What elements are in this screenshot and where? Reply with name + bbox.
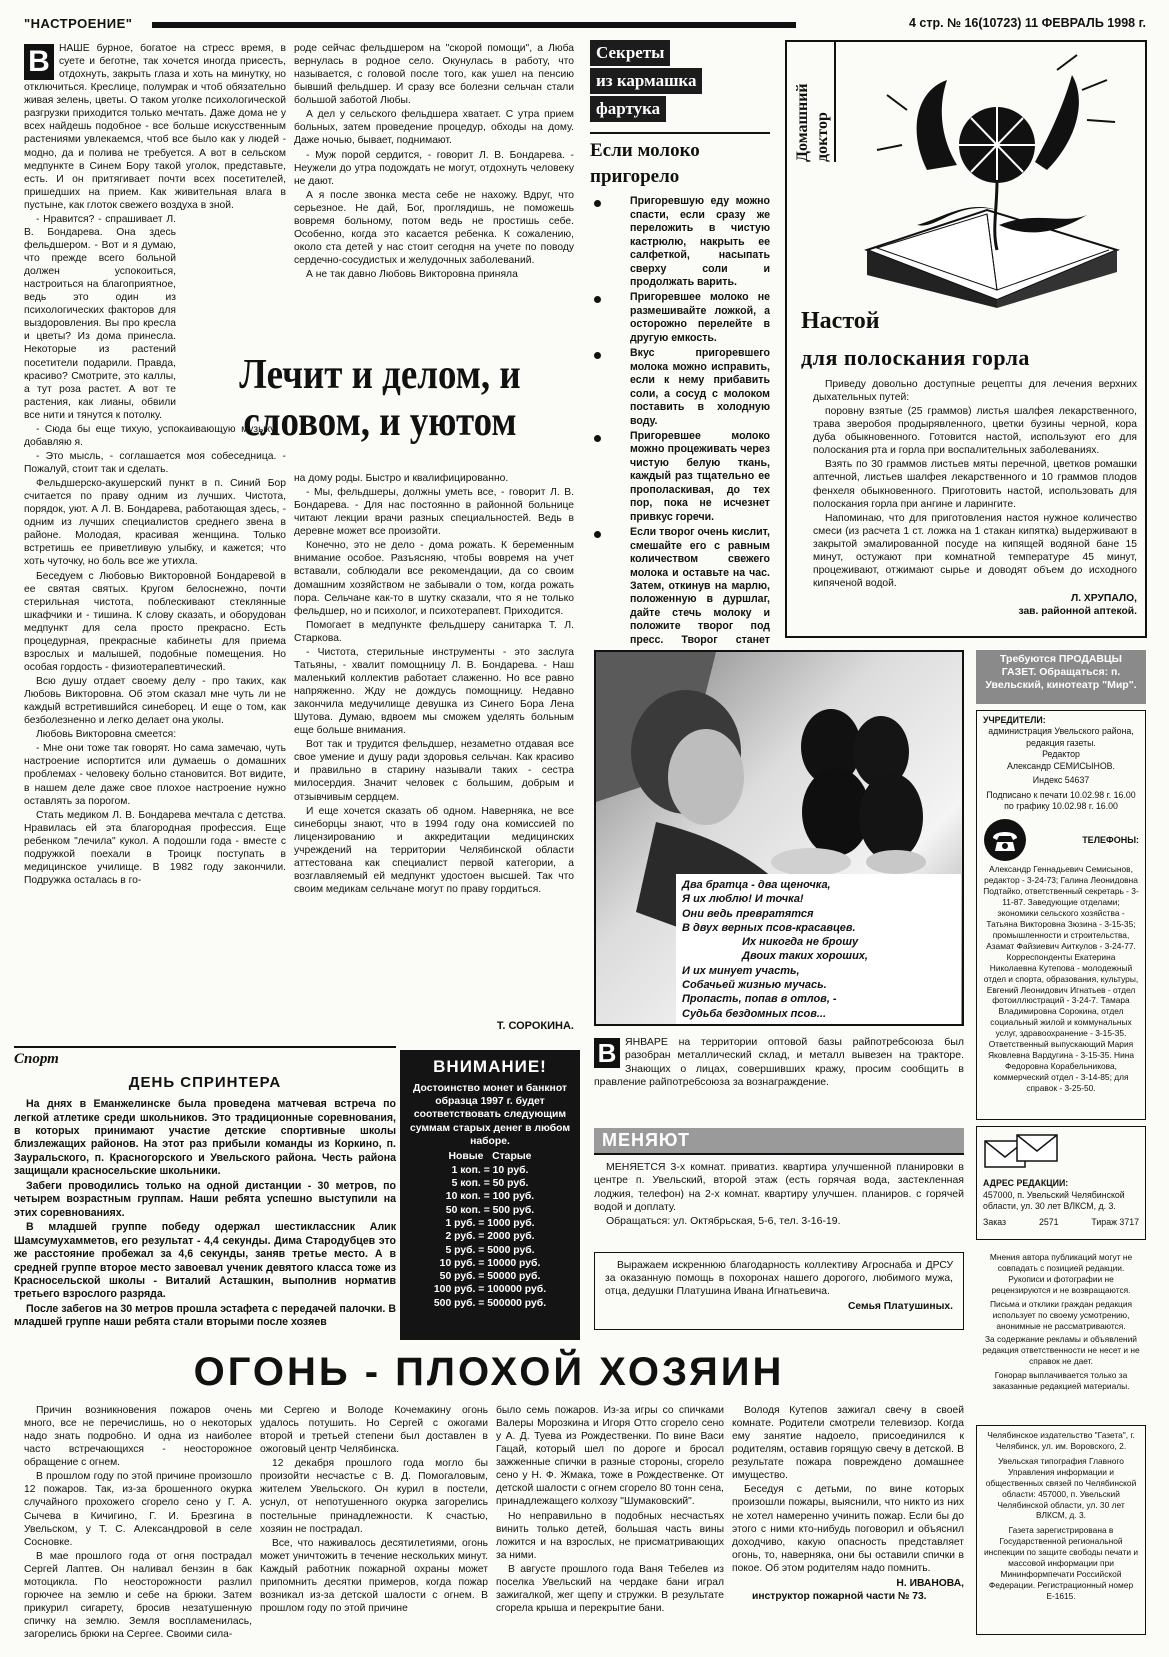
article-paragraph: А я после звонка места себе не нахожу. Вдруг, что серьезное. Не дай, Бог, проглядишь, не поможешь вовремя больному, потом ведь не простишь себе. Особенно, когда это касается ребенка. К сожалению, около ста детей у нас стоит сегодня на учете по поводу сердечно-сосудистых и желудочных заболеваний. [294, 189, 574, 266]
publisher-item: Увельская типография Главного Управления информации и общественных связей по Челябинской области: 457000, п. Увельский Челябинской области, ул. 30 лет ВЛКСМ, д. 3. [985, 1455, 1137, 1521]
article-paragraph: Помогает в медпункте фельдшеру санитарка Т. Л. Старкова. [294, 619, 574, 644]
section-name: "НАСТРОЕНИЕ" [24, 16, 133, 31]
book-flower-illustration [847, 50, 1137, 310]
exchange-contact: Обращаться: ул. Октябрьская, 5-6, тел. 3-16-19. [606, 1215, 841, 1228]
article-paragraph: НАШЕ бурное, богатое на стресс время, в суете и беготне, так хочется иногда присесть, отдохнуть, закрыть глаза и хоть на минутку, но отключиться. Креслице, полумрак и чтоб обязательно живая зелень, цветы. О таком уголке психологической разгрузки приходится только мечтать. Даже дома не у всех найдешь подобное - все больше искусственным растениями увлекаемся, чтоб все было как у людей - модно, да и полива не требуется. А вот в сельском медпункте в Синем Бору такой уголок, представьте, есть. И он притягивает почти всех посетителей, пришедших на прием. Как живительная влага в пустыне, как глоток свежего воздуха в зной. [24, 43, 286, 211]
main-article-col2-bottom [294, 472, 574, 1020]
doctor-paragraph: Взять по 30 граммов листьев мяты перечной, цветков ромашки аптечной, листьев шалфея лекарственного и 10 граммов плодов фенхеля обыкновенного. Приготовить настой, использовать для полоскания горла при ангине и ларингите. [813, 459, 1137, 510]
rate-row: 50 руб. = 50000 руб. [439, 1271, 541, 1283]
secrets-label-2: из кармашка [590, 68, 702, 94]
main-article-title: Лечит и делом, и словом, и уютом [239, 352, 521, 446]
poem-line: И их минует участь, [682, 964, 800, 977]
attention-intro: Достоинство монет и банкнот образца 1997 г. будет соответствовать следующим суммам старых денег в любом наборе. [409, 1082, 571, 1147]
phones-text: Александр Геннадьевич Семисынов, редактор - 3-24-73; Галина Леонидовна Подтайко, ответственный секретарь - 3-11-87. Заведующие отделами; экономики сельского хозяйства - Татьяна Викторовна Зюзина - 3-15-35; промышленности и строительства, Азамат Файзиевич Аиткулов - 3-24-77. Корреспонденты Екатерина Николаевна Кутепова - молодежный отдел и спорта, образования, культуры, Евгений Леонидович Игнатьев - отдел фотоиллюстраций - 3-24-7. Тамара Владимировна Сорокина, отдел социальный жилой и коммунальных услуг, здравоохранение - 3-15-35. Ответственный выпускающий Мария Яковлевна Вардугина - 3-15-35. Нина Федоровна Корабельникова, коммерческий отдел - 3-14-85; для справок - 3-25-50. [983, 864, 1139, 1093]
poem-line: Двоих таких хороших, [742, 950, 868, 963]
article-paragraph: Вот так и трудится фельдшер, незаметно отдавая все свое умение и душу ради здоровья сельчан. Как красиво и правильно в старину называли таких - сестра милосердия. Значит человек с большим, добрым и отзывчивым сердцем. [294, 739, 574, 803]
attention-box [400, 1050, 580, 1340]
telephone-icon [983, 818, 1027, 862]
secrets-title: Если молоко пригорело [590, 132, 770, 189]
poem-line: Два братца - два щеночка, [682, 879, 831, 891]
article-paragraph: Конечно, это не дело - дома рожать. К беременным внимание особое. Разъясняю, чтобы вовремя на учет вставали, соблюдали все рекомендации, да со своим домашним хозяйством не забывали о том, когда рожать пора. Сельчане как-то в шутку сказали, что я не только фельдшер, но и психолог, и психотерапевт. Приходится. [294, 540, 574, 617]
rate-row: 10 руб. = 10000 руб. [439, 1257, 541, 1269]
january-notice [594, 1036, 964, 1126]
fire-paragraph: было семь пожаров. Из-за игры со спичками Валеры Морозкина и Игоря Отто сгорело сено у А. Д. Туева из Рождественки. По вине Васи Гацай, который шел по дороге и бросал зажженные спички в разные стороны, сгорело сено у Н. Ф. Жмака, тоже в Рождественке. От детской шалости с огнем сгорело 80 тонн сена, принадлежащего колхозу "Шумаковский". [496, 1405, 724, 1508]
main-article-col1 [24, 42, 286, 1032]
fire-author: Н. ИВАНОВА, [896, 1577, 964, 1589]
tip-item: Пригоревшее молоко не размешивайте ложкой, а осторожно перелейте в другую емкость. [590, 291, 770, 345]
article-paragraph: - Чистота, стерильные инструменты - это заслуга Татьяны, - хвалит помощницу Л. В. Бондарева. - Наш маленький коллектив работает слаженно. Но все равно напряженно. Жду не дождусь помощницу. Недавно закончила медучилище девушка из Синего Бора Лена Шутова. Думаю, вдвоем мы сможем уделять больным еще больше внимания. [294, 646, 574, 737]
attention-title: ВНИМАНИЕ! [433, 1057, 547, 1076]
fire-paragraph: Причин возникновения пожаров очень много, все не перечислишь, но о некоторых надо знать подробно. И одна из наиболее часто встречающихся - неосторожное обращение с огнем. [24, 1405, 252, 1469]
main-article-author: Т. СОРОКИНА. [496, 1020, 574, 1032]
poem-line: Судьба бездомных псов... [682, 1007, 827, 1020]
print-run: Тираж 3717 [1091, 1216, 1139, 1227]
disclaimer-item: Письма и отклики граждан редакция использует по своему усмотрению, анонимные не рассматриваются. [989, 1298, 1133, 1331]
secrets-label-1: Секреты [590, 40, 670, 66]
publisher-item: Газета зарегистрирована в Государственной региональной инспекции по защите свободы печати и массовой информации при Мининформпечати Российской Федерации. Регистрационный номер Е-1615. [983, 1525, 1139, 1601]
article-paragraph: - Муж порой сердится, - говорит Л. В. Бондарева. - Неужели до утра подождать не могут, отдохнуть человеку не дают. [294, 149, 574, 187]
fire-title: ОГОНЬ - ПЛОХОЙ ХОЗЯИН [193, 1350, 785, 1394]
founders-text: администрация Увельского района, редакция газеты. [988, 726, 1134, 748]
order-label: Заказ [983, 1216, 1007, 1227]
article-paragraph: Стать медиком Л. В. Бондарева мечтала с детства. Нравилась ей эта благородная профессия. Еще ребенком "лечила" кукол. А подошли года - вместе с подружкой поехали в Троицк поступать в медицинское училище. В 1982 году закончили. Подружка осталась в го- [24, 809, 286, 886]
vacancy-notice: Требуются ПРОДАВЦЫ ГАЗЕТ. Обращаться: п. Увельский, кинотеатр "Мир". [976, 650, 1146, 704]
rate-row: 1 руб. = 1000 руб. [445, 1217, 535, 1229]
rate-row: 5 коп. = 50 руб. [451, 1177, 529, 1189]
rate-row: 2 руб. = 2000 руб. [445, 1231, 535, 1243]
tip-item: Если творог очень кислит, смешайте его с равным количеством свежего молока и оставьте на час. Затем, откинув на марлю, положенную в дуршлаг, дайте стечь молоку и положите творог под пресс. Творог станет [590, 526, 770, 661]
rate-row: 10 коп. = 100 руб. [445, 1191, 535, 1203]
article-paragraph: - Нравится? - спрашивает Л. В. Бондарева. Она здесь фельдшером. - Вот и я думаю, что прежде всего больной должен успокоиться, настроиться на благоприятное, ведь это один из психологических факторов для выздоровления. Вы про кресла и цветы? Из дома принесла. Некоторые из растений посетители подарили. Правда, красиво? Смотрите, это каллы, а тут роза растет. А вот те растения, как лианы, обвили все нити и тянутся к потолку. [24, 213, 176, 421]
fire-paragraph: ми Сергею и Володе Кочемакину огонь удалось потушить. Но Сергей с ожогами второй и третьей степени был доставлен в ожоговый центр Челябинска. [260, 1405, 488, 1456]
secrets-label-3: фартука [590, 96, 666, 122]
article-paragraph: - Сюда бы еще тихую, успокаивающую музыку, - добавляю я. [24, 423, 286, 448]
sport-section [14, 1046, 396, 1346]
gratitude-text: Выражаем искреннюю благодарность коллективу Агроснаба и ДРСУ за оказанную помощь в похоронах нашего дорогого, любимого мужа, отца, дедушки Платушина Ивана Игнатьевича. [605, 1260, 953, 1298]
article-paragraph: Всю душу отдает своему делу - про таких, как Любовь Викторовна. Об этом сказал мне чуть ли не каждый встретившийся синеборец. И еще о том, как безболезненно и легко делает она уколы. [24, 676, 286, 727]
rate-row: 5 руб. = 5000 руб. [445, 1244, 535, 1256]
fire-paragraph: Но неправильно в подобных несчастьях винить только детей, большая часть вины ложится и на взрослых, не присматривающих за ними. [496, 1510, 724, 1561]
doctor-paragraph: Приведу довольно доступные рецепты для лечения верхних дыхательных путей: [813, 379, 1137, 404]
gratitude-signature: Семья Платушиных. [847, 1301, 953, 1313]
editor-label: Редактор [1042, 749, 1080, 760]
poem-line: Они ведь превратятся [682, 907, 814, 920]
poem-line: Я их люблю! И точка! [682, 893, 804, 906]
home-doctor-tag: Домашний доктор [793, 42, 836, 162]
poem-line: В двух верных псов-красавцев. [682, 921, 856, 934]
envelope-icon [983, 1131, 1063, 1175]
rate-row: 1 коп. = 10 руб. [451, 1164, 529, 1176]
disclaimer-item: Гонорар выплачивается только за заказанные редакцией материалы. [992, 1370, 1130, 1392]
fire-col-4 [732, 1404, 964, 1649]
poem-line: Их никогда не брошу [742, 936, 859, 949]
address-block [976, 1126, 1146, 1240]
fire-paragraph: В мае прошлого года от огня пострадал Сергей Лаптев. Он наливал бензин в бак мотоцикла. По неосторожности разлил горючее на землю и себе на брюки. Затем прикурил сигарету, бросив незатушенную спичку на землю. Земля воспламенилась, загорелись брюки на Сергее. Своими сила- [24, 1550, 252, 1641]
editor-name: Александр СЕМИСЫНОВ. [1007, 760, 1115, 771]
sport-paragraph: В младшей группе победу одержал шестиклассник Алик Шамсумухамметов, его результат - 4,4 секунды. Дима Стародубцев это же расстояние пробежал за 4,6 секунды, заняв третье место. А в средней группе второе место завоевал ученик девятого класса тоже из Красносельской школы - Виталий Асташкин, выполнив норматив третьего взрослого разряда. [14, 1221, 396, 1301]
fire-col-3 [496, 1404, 724, 1649]
fire-paragraph: В августе прошлого года Ваня Тебелев из поселка Увельский на чердаке бани играл зажигалкой, жег щепу и стружки. В результате сгорела крыша и перекрытие бани. [496, 1563, 724, 1614]
address-title: АДРЕС РЕДАКЦИИ: [983, 1178, 1069, 1189]
article-paragraph: - Мне они тоже так говорят. Но сама замечаю, чуть настроение испортится или думаешь о домашних проблемах - человеку больно становится. Вот видите, в нашем деле даже свое плохое настроение нужно оставлять за порогом. [24, 743, 286, 807]
article-paragraph: Любовь Викторовна смеется: [36, 729, 177, 741]
fire-col-1 [24, 1404, 252, 1649]
dropcap: В [594, 1038, 620, 1068]
rate-row: 500 руб. = 500000 руб. [433, 1297, 547, 1309]
fire-author-position: инструктор пожарной части № 73. [752, 1590, 927, 1602]
article-paragraph: Фельдшерско-акушерский пункт в п. Синий Бор считается по праву одним из лучших. Чистота, порядок, уют. А Л. В. Бондарева, работающая здесь, - одним из лучших специалистов среднего звена в районе. Молодая, красивая женщина. Только встретишь ее приветливую улыбку, и кажется; что хоть чуточку, но боль все же утихла. [24, 478, 286, 568]
address-text: 457000, п. Увельский Челябинской области, ул. 30 лет ВЛКСМ, д. 3. [983, 1189, 1125, 1212]
doctor-title-2: для полоскания горла [801, 345, 1030, 370]
header-rule [152, 22, 796, 28]
dropcap: В [24, 44, 54, 80]
attention-columns: Новые Старые [448, 1151, 532, 1163]
article-paragraph: А дел у сельского фельдшера хватает. С утра прием больных, затем проведение процедур, обходы на дому. Даже ночью, бывает, поднимают. [294, 109, 574, 147]
phones-title: ТЕЛЕФОНЫ: [1082, 834, 1139, 845]
fire-paragraph: Беседуя с детьми, по вине которых произошли пожары, выяснили, что никто из них не хотел намеренно учинить пожар. Если бы до этого с ними кто-нибудь поговорил и объяснил доходчиво, какую опасность представляет огонь, то, наверняка, они бы оставили спички в покое. Об этом родителям надо помнить. [732, 1484, 964, 1574]
article-paragraph: - Мы, фельдшеры, должны уметь все, - говорит Л. В. Бондарева. - Для нас постоянно в районной больнице читают лекции врачи разных специальностей. Ведь в деревне может все произойти. [294, 487, 574, 538]
poem-line: Пропасть, попав в отлов, - [682, 993, 837, 1006]
tip-item: Вкус пригоревшего молока можно исправить, если к нему прибавить соли, а сосуд с молоком поставить в холодную воду. [590, 347, 770, 428]
doctor-position: зав. районной аптекой. [1018, 606, 1137, 618]
page-header [24, 14, 1146, 38]
imprint-block [976, 710, 1146, 1120]
fire-paragraph: В прошлом году по этой причине произошло 12 пожаров. Так, из-за брошенного окурка случайного прохожего сгорело сено у Г. А. Сычева в Кичигино, Г. И. Брезгина в Увельском, у Т. С. Александровой в селе Сосновке. [24, 1471, 252, 1548]
doctor-paragraph: поровну взятые (25 граммов) листья шалфея лекарственного, трава зверобоя продырявленного, цветки бузины черной, кора дуба обыкновенного. Готовится настой, используют его для полоскания рта и горла при воспалительных заболеваниях. [813, 406, 1137, 457]
tip-item: Пригоревшее молоко можно процеживать через чистую белую ткань, каждый раз тщательно ее прополаскивая, до тех пор, пока не исчезнет привкус горечи. [590, 430, 770, 524]
doctor-title-1: Настой [801, 308, 880, 334]
fire-paragraph: Володя Кутепов зажигал свечу в своей комнате. Родители смотрели телевизор. Когда ему занятие надоело, присоединился к родителям, оставив горящую свечу в детской. В результате пожара повреждено домашнее имущество. [732, 1405, 964, 1482]
sport-paragraph: Забеги проводились только на одной дистанции - 30 метров, по четырем возрастным группам. Наши ребята успешно выступили на этих соревнованиях. [14, 1179, 396, 1219]
sport-title: ДЕНЬ СПРИНТЕРА [128, 1074, 282, 1092]
january-text: ЯНВАРЕ на территории оптовой базы райпотребсоюза был разобран металлический склад, и металл вывезен на тракторе. Знающих о лицах, совершивших кражу, просим сообщить в правление райпотребсоюза за вознаграждение. [594, 1036, 964, 1088]
publisher-block [976, 1425, 1146, 1635]
exchange-text: МЕНЯЕТСЯ 3-х комнат. приватиз. квартира улучшенной планировки в центре п. Увельский, второй этаж (есть горячая вода, застекленная лоджия, телефон) на 2-х комнат. квартиру улучшен. планиров. с горячей водой и доплату. [594, 1160, 964, 1213]
gratitude-notice [594, 1252, 964, 1330]
disclaimer-item: Мнения автора публикаций могут не совпадать с позицией редакции. Рукописи и фотографии не рецензируются и не возвращаются. [989, 1252, 1133, 1295]
sport-paragraph: После забегов на 30 метров прошла эстафета с передачей палочки. В младшей группе наши ребята стали вторыми после хозяев [14, 1302, 396, 1329]
rate-row: 100 руб. = 100000 руб. [433, 1284, 547, 1296]
poem-line: Собачьей жизнью мучась. [682, 979, 827, 992]
article-paragraph: Беседуем с Любовью Викторовной Бондаревой в ее святая святых. Кругом белоснежно, почти стерильная чистота, поблескивают стеклянные шкафчики и - тишина. К слову сказать, и оборудован медпункт для села просто прекрасно. Есть процедурная, прекрасные кабинеты для приема взрослых и малышей, подобные помещения. Но особая гордость - физиотерапевтический. [24, 570, 286, 673]
fire-paragraph: Все, что наживалось десятилетиями, огонь может уничтожить в течение нескольких минут. Каждый работник пожарной охраны может припомнить десятки примеров, когда пожар возникал из-за детской шалости с огнем. В прошлом году по этой причине [260, 1537, 488, 1614]
fire-col-2 [260, 1404, 488, 1649]
main-article-col2-top [294, 42, 574, 342]
issue-info: 4 стр. № 16(10723) 11 ФЕВРАЛЬ 1998 г. [908, 16, 1146, 30]
disclaimer-item: За содержание рекламы и объявлений редакция ответственности не несет и не справок не дает. [982, 1334, 1140, 1367]
signed-time-2: по графику 10.02.98 г. 16.00 [1004, 800, 1118, 811]
exchange-header: МЕНЯЮТ [594, 1128, 964, 1155]
tip-item: Пригоревшую еду можно спасти, если сразу же переложить в чистую кастрюлю, накрыть ее салфеткой, насыпать сверху соли и продолжать варить. [590, 195, 770, 289]
article-paragraph: роде сейчас фельдшером на "скорой помощи", а Люба вернулась в родное село. Окунулась в работу, что называется, с головой после того, как ушел на пенсию бывший фельдшер. И сразу все болезни сельчан стали большой заботой Любы. [294, 43, 574, 107]
article-paragraph: И еще хочется сказать об одном. Наверняка, не все синеборцы знают, что в 1994 году она комиссией по лицензированию и аккредитации медицинских учреждений на территории Челябинской области аттестована как специалист первой категории, а возглавляемый ей медпункт удостоен высшей. Так что своим медикам сельчане могут по праву гордиться. [294, 805, 574, 895]
founders-title: УЧРЕДИТЕЛИ: [983, 715, 1046, 725]
secrets-section [590, 40, 770, 646]
index-number: Индекс 54637 [1032, 775, 1090, 786]
puppies-photo-frame [594, 650, 964, 1026]
signed-time-1: Подписано к печати 10.02.98 г. 16.00 [986, 789, 1136, 800]
rate-row: 50 коп. = 500 руб. [445, 1204, 535, 1216]
article-paragraph: А не так давно Любовь Викторовна приняла [306, 269, 518, 281]
sport-tag: Спорт [14, 1046, 396, 1069]
disclaimer-block [976, 1250, 1146, 1418]
article-paragraph: на дому роды. Быстро и квалифицированно. [294, 473, 509, 484]
doctor-author: Л. ХРУПАЛО, [1070, 593, 1137, 604]
home-doctor-box [785, 40, 1147, 638]
fire-paragraph: 12 декабря прошлого года могло бы произойти несчастье с В. Д. Помогаловым, жителем Увельского. Он курил в постели, уснул, от непотушенного окурка загорелись постельные принадлежности. К счастью, хозяин не пострадал. [260, 1458, 488, 1535]
doctor-paragraph: Напоминаю, что для приготовления настоя нужное количество смеси (из расчета 1 ст. ложка на 1 стакан кипятка) выдерживают в закрытой эмалированной посуде на кипящей водяной бане 15 минут, остужают при комнатной температуре 45 минут, процеживают, отжимают сырье и доводят объем до исходного кипяченой водой. [813, 512, 1137, 589]
article-paragraph: - Это мысль, - соглашается моя собеседница. - Пожалуй, стоит так и сделать. [24, 450, 286, 475]
order-number: 2571 [1038, 1216, 1059, 1227]
publisher-item: Челябинское издательство "Газета", г. Челябинск, ул. им. Воровского, 2. [987, 1430, 1135, 1451]
exchange-section [594, 1128, 964, 1238]
sport-paragraph: На днях в Еманжелинске была проведена матчевая встреча по легкой атлетике среди школьников. Это традиционные соревнования, в которых принимают участие детские спортивные школы близлежащих районов. На этот раз прибыли команды из Коркино, п. Зауральского, п. Красногорского и Увельского района. Честь района защищали красносельские школьники. [14, 1098, 396, 1178]
